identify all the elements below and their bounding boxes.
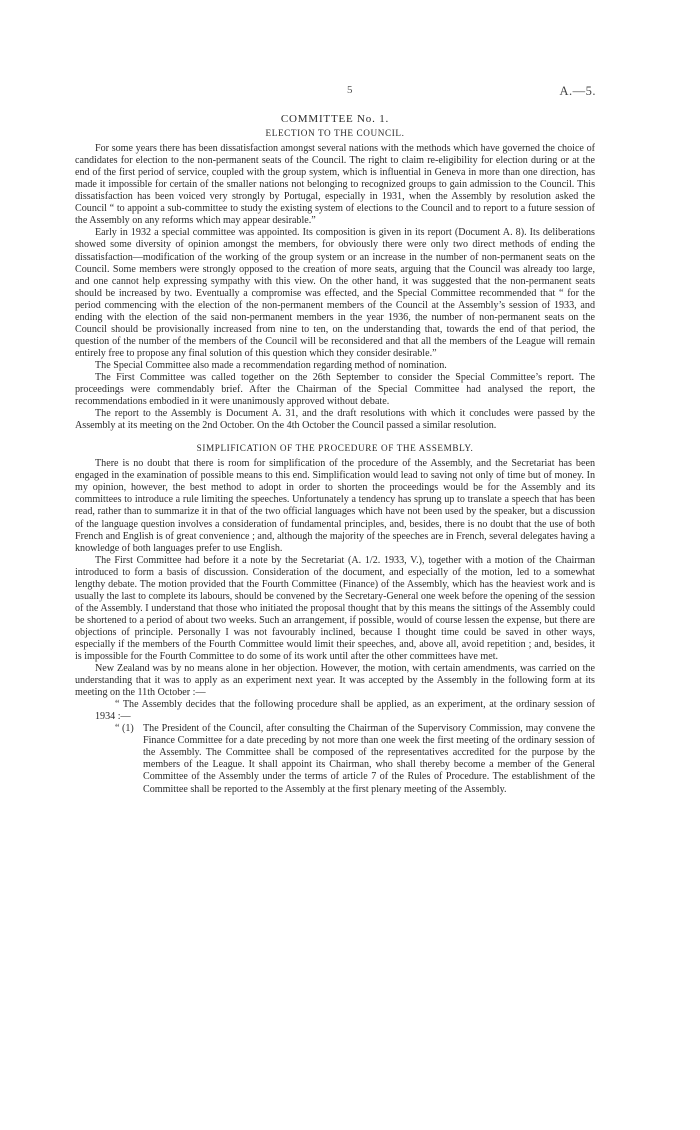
- paragraph: Early in 1932 a special committee was appointed. Its composition is given in its report (Document A. 8). Its deliberations showed some diversity of opinion amongst the members, for obviously there were only two direct methods of ending the dissatisfaction—modification of the working of the group system or an increase in the number of non-permanent seats on the Council. Some members were strongly opposed to the creation of more seats, arguing that the Council was already too large, and one cannot help expressing sympathy with this view. On the other hand, it was suggested that the non-permanent seats should be increased by two. Eventually a compromise was effected, and the Special Committee recommended that “ for the period commencing with the election of the non-permanent members of the Council at the Assembly’s session of 1933, and ending with the election of the said non-permanent members in the year 1936, the number of non-permanent seats on the Council should be provisionally increased from nine to ten, on the understanding that, towards the end of that period, the question of the number of the members of the Council will be reconsidered and that all the members of the League will remain entirely free to propose any final solution of this question which they consider desirable.”: [75, 227, 595, 359]
- paragraph: For some years there has been dissatisfaction amongst several nations with the methods which have governed the choice of candidates for election to the non-permanent seats of the Council. The right to claim re-eligibility for election during or at the end of the first period of service, coupled with the group system, which is influential in Geneva in more than one direction, has made it impossible for certain of the smaller nations not belonging to recognized groups to gain admission to the Council. This dissatisfaction has been voiced very strongly by Portugal, especially in 1931, when the Assembly by resolution asked the Council “ to appoint a sub-committee to study the existing system of elections to the Council and to report to a future session of the Assembly on any reforms which may appear desirable.”: [75, 143, 595, 227]
- paragraph: The report to the Assembly is Document A. 31, and the draft resolutions with which it concludes were passed by the Assembly at its meeting on the 2nd October. On the 4th October the Council passed a similar resolution.: [75, 408, 595, 432]
- simplification-heading: SIMPLIFICATION OF THE PROCEDURE OF THE ASSEMBLY.: [196, 443, 474, 454]
- resolution-quote-item: [115, 723, 595, 795]
- paragraph: The First Committee was called together on the 26th September to consider the Special Committee’s report. The proceedings were commendably brief. After the Chairman of the Special Committee had analysed the report, the recommendations embodied in it were unanimously approved without debate.: [75, 371, 595, 408]
- committee-heading: COMMITTEE No. 1.: [280, 113, 390, 125]
- page-number: 5: [347, 84, 353, 96]
- paragraph: There is no doubt that there is room for simplification of the procedure of the Assembly, and the Secretariat has been engaged in the examination of possible means to this end. Simplification would lead to saving not only of time but of money. In my opinion, however, the best method to adopt in order to shorten the proceedings would be for the Assembly and its committees to introduce a rule limiting the speeches. Unfortunately a tendency has sprung up to translate a speech that has been read, rather than to summarize it in that of the two official languages which have not been used by the speaker, but a discussion of the language question involves a consideration of fundamental principles, and, besides, there is no doubt that the use of both French and English is of great convenience ; and, although the majority of the speeches are in French, several delegates having a knowledge of both languages prefer to use English.: [75, 458, 595, 554]
- paragraph: The First Committee had before it a note by the Secretariat (A. 1/2. 1933, V.), together with a motion of the Chairman introduced to form a basis of discussion. Consideration of the document, and especially of the motion, led to a somewhat lengthy debate. The motion provided that the Fourth Committee (Finance) of the Assembly, which has the heaviest work and is usually the last to complete its labours, should be convened by the Secretary-General one week before the opening of the session of the Assembly. I understand that those who initiated the proposal thought that by this means the sittings of the Assembly could be shortened to a period of about two weeks. Such an arrangement, if possible, would of course lessen the expense, but there are objections of principle. Personally I was not favourably inclined, because I thought time could be saved in other ways, especially if the members of the Fourth Committee would limit their speeches, and, above all, avoid repetition ; and, besides, it is impossible for the Fourth Committee to do some of its work until after the other committees have met.: [75, 554, 595, 663]
- election-subheading: [75, 127, 595, 139]
- paragraph: The Special Committee also made a recommendation regarding method of nomination.: [95, 359, 447, 371]
- resolution-item-text: The President of the Council, after consulting the Chairman of the Supervisory Commission, may convene the Finance Committee for a date preceding by not more than one week the first meeting of the ordinary session of the Assembly. The Committee shall be composed of the representatives accredited for the purpose by the members of the League. It shall appoint its Chairman, who shall thereby become a member of the General Committee of the Assembly under the terms of article 7 of the Rules of Procedure. The establishment of the Committee shall be reported to the Assembly at the first plenary meeting of the Assembly.: [143, 723, 595, 795]
- page-reference: A.—5.: [559, 84, 596, 98]
- election-subheading-text: ELECTION TO THE COUNCIL.: [265, 128, 405, 139]
- resolution-quote-intro: “ The Assembly decides that the following procedure shall be applied, as an experiment, at the ordinary session of 1934 :—: [95, 699, 595, 723]
- resolution-item-number: “ (1): [115, 723, 134, 735]
- paragraph: New Zealand was by no means alone in her objection. However, the motion, with certain amendments, was carried on the understanding that it was to apply as an experiment next year. It was accepted by the Assembly in the following form at its meeting on the 11th October :—: [75, 663, 595, 699]
- document-body: [75, 113, 595, 796]
